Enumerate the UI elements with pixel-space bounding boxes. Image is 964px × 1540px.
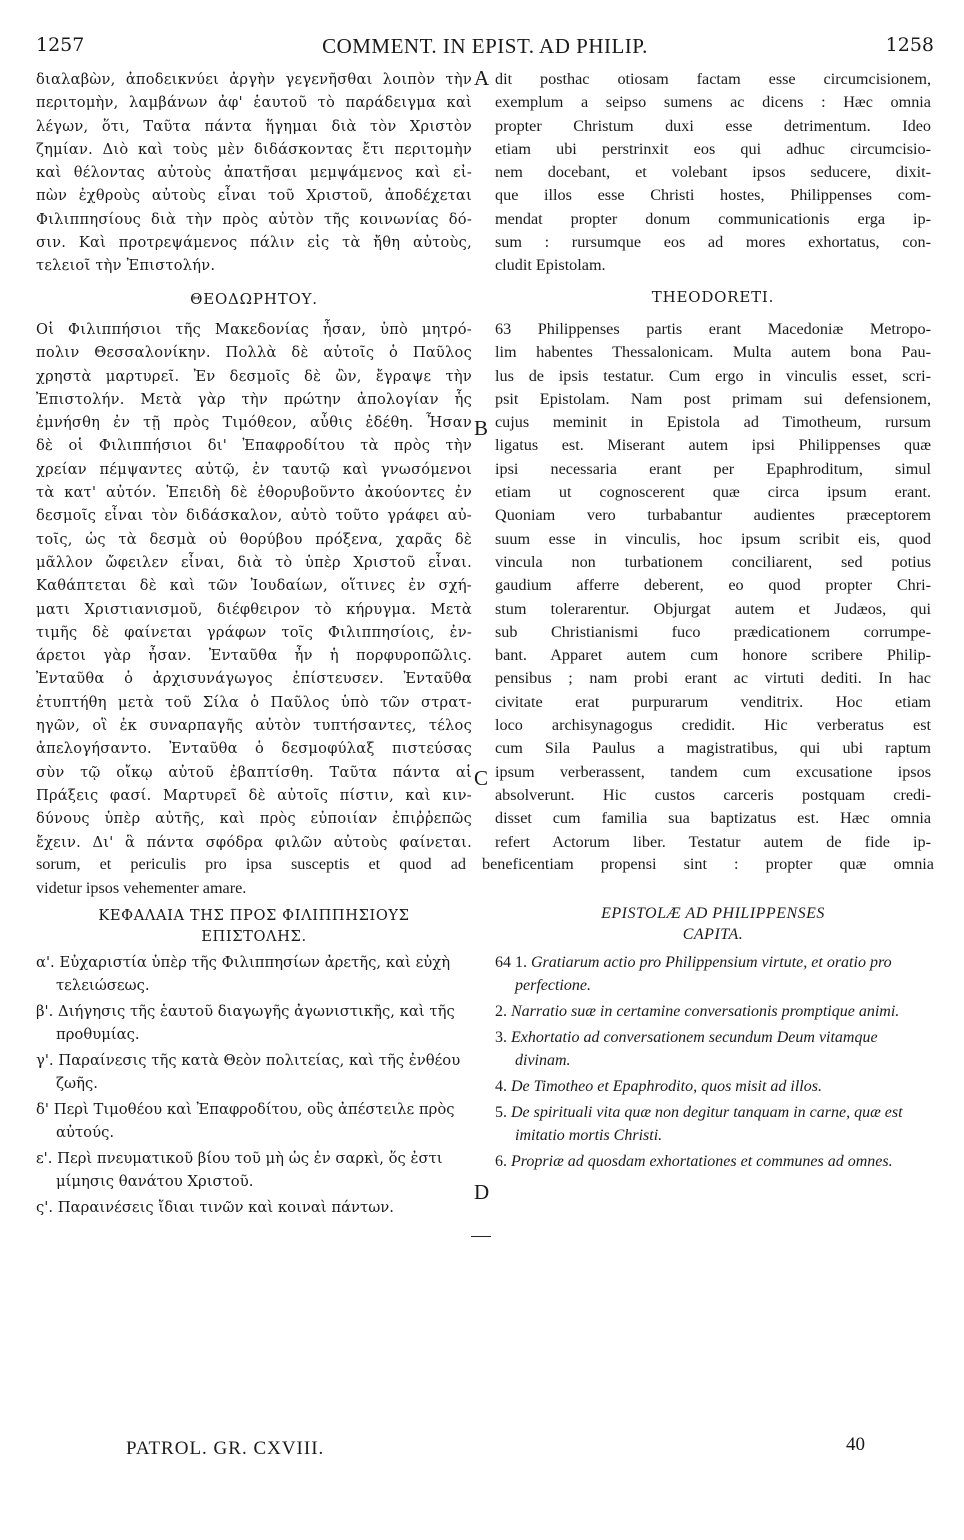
greek-text-top xyxy=(36,68,472,278)
text-line: bant. Apparet autem cum honore scribere Philip- xyxy=(495,646,931,665)
text-line: lus de ipsis testatur. Cum ergo in vinculis esset, scri- xyxy=(495,366,931,385)
text-line: 63 Philippenses partis erant Macedoniæ Metropo- xyxy=(495,320,931,338)
section-rule xyxy=(471,1236,491,1237)
latin-chapters-list xyxy=(495,951,931,1173)
text-line: propter Christum duxi esse detrimentum. Ideo xyxy=(495,116,931,135)
spanning-line-end: videtur ipsos vehementer amare. xyxy=(36,879,247,897)
latin-text-top xyxy=(495,68,931,278)
text-line: ipsi necessaria erant per Epaphroditum, simul xyxy=(495,459,931,478)
text-line: ἔχειν. Δι' ἃ πάντα σφόδρα φιλῶν αὐτοὺς φαίνεται. xyxy=(36,833,472,851)
chapter-item xyxy=(36,1000,472,1046)
text-line: τὰ κατ' αὐτόν. Ἐπειδὴ δὲ ἐθορυβοῦντο ἀκούοντες ἐν xyxy=(36,484,472,502)
chapter-text: Παραινέσεις ἴδιαι τινῶν καὶ κοιναὶ πάντων. xyxy=(57,1199,395,1216)
chapter-item xyxy=(495,1075,931,1098)
text-line: άρετοι γὰρ ἦσαν. Ἐνταῦθα ἦν ἡ πορφυροπῶλις. xyxy=(36,647,472,665)
text-line: Ἐπιστολήν. Μετὰ γὰρ τὴν πρώτην ἀπολογίαν ἧς xyxy=(36,390,472,408)
chapter-text: Περὶ Τιμοθέου καὶ Ἐπαφροδίτου, οὓς ἀπέστειλε πρὸς αὐτούς. xyxy=(53,1101,455,1141)
text-line: gaudium afferre deberent, eo quod propter Chri- xyxy=(495,576,931,595)
chapter-item xyxy=(36,951,472,997)
text-line: ipsum verberassent, tandem cum excusatione ipsos xyxy=(495,762,931,781)
chapter-item xyxy=(495,951,931,997)
chapter-item xyxy=(36,1196,472,1219)
text-line: que illos esse Christi hostes, Philippenses com- xyxy=(495,186,931,205)
chapter-number: α'. xyxy=(36,954,55,971)
text-line: etiam ut cognoscerent quæ circa ipsum erant. xyxy=(495,483,931,502)
margin-marker-d: D xyxy=(474,1180,490,1204)
text-line: σιν. Καὶ προτρεψάμενος πάλιν εἰς τὰ ἤθη αὐτοὺς, xyxy=(36,234,472,252)
text-line: nem docebant, et volebant ipsos seducere, dixit- xyxy=(495,163,931,182)
chapter-text: Narratio suæ in certamine conversationis promptique animi. xyxy=(511,1003,900,1020)
text-line: σὺν τῷ οἴκῳ αὐτοῦ ἐβαπτίσθη. Ταῦτα πάντα αἱ xyxy=(36,763,472,781)
chapter-number: 6. xyxy=(495,1153,507,1170)
column-number-right: 1258 xyxy=(885,34,934,56)
chapter-item xyxy=(36,1049,472,1095)
text-line: pensibus ; nam probi erant ac virtuti dediti. In hac xyxy=(495,669,931,688)
running-title: COMMENT. IN EPIST. AD PHILIP. xyxy=(322,34,648,58)
chapter-item xyxy=(36,1098,472,1144)
text-line: cludit Epistolam. xyxy=(495,256,606,275)
text-line: ligatus est. Miserant autem ipsi Philippenses quæ xyxy=(495,436,931,455)
text-line: cum Sila Paulus a magistratibus, qui ubi raptum xyxy=(495,739,931,758)
chapter-number: β'. xyxy=(36,1003,54,1020)
chapter-text: De spirituali vita quæ non degitur tanquam in carne, quæ est imitatio mortis Christi. xyxy=(511,1104,903,1144)
chapter-number: 5. xyxy=(495,1104,507,1121)
chapter-item xyxy=(495,1000,931,1023)
chapter-text: Παραίνεσις τῆς κατὰ Θεὸν πολιτείας, καὶ τῆς ἐνθέου ζωῆς. xyxy=(56,1052,461,1092)
chapter-number: 64 1. xyxy=(495,954,527,971)
chapter-text: Gratiarum actio pro Philippensium virtute, et oratio pro perfectione. xyxy=(515,954,892,994)
text-line: ηγῶν, οἳ ἐκ συναρπαγῆς αὐτὸν τυπτήσαντες, τέλος xyxy=(36,717,472,735)
text-line: ζημίαν. Διὸ καὶ τοὺς μὲν διδάσκοντας ἔτι περιτομὴν xyxy=(36,140,472,158)
chapter-text: Propriæ ad quosdam exhortationes et communes ad omnes. xyxy=(511,1153,893,1170)
text-line: dit posthac otiosam factam esse circumcisionem, xyxy=(495,70,931,88)
text-line: lim habentes Thessalonicam. Multa autem bona Pau- xyxy=(495,343,931,362)
text-line: etiam ubi perstrinxit eos qui adhuc circumcisio- xyxy=(495,139,931,158)
text-line: Πράξεις φασί. Μαρτυρεῖ δὲ αὐτοῖς πίστιν, καὶ κιν- xyxy=(36,786,472,804)
text-line: ἀπελογήσαντο. Ἐνταῦθα ὁ δεσμοφύλαξ πιστεύσας xyxy=(36,740,472,758)
text-line: suum esse in vinculis, hoc ipsum scribit eis, quod xyxy=(495,529,931,548)
chapter-number: 4. xyxy=(495,1078,507,1095)
text-line: περιτομὴν, λαμβάνων ἀφ' ἑαυτοῦ τὸ παράδειγμα καὶ xyxy=(36,94,472,112)
greek-chapters-heading xyxy=(36,905,472,947)
text-line: vincula non turbationem conciliarent, sed potius xyxy=(495,552,931,571)
chapter-text: Περὶ πνευματικοῦ βίου τοῦ μὴ ὡς ἐν σαρκὶ, ὅς ἐστι μίμησις θανάτου Χριστοῦ. xyxy=(56,1150,443,1190)
text-line: τιμῆς δὲ φαίνεται γράφων τοῖς Φιλιππησίοις, ἐν- xyxy=(36,623,472,641)
text-line: sum : rursumque eos ad mores exhortatus, con- xyxy=(495,233,931,252)
footer-volume: PATROL. GR. CXVIII. xyxy=(126,1438,325,1459)
text-line: stum tolerarentur. Objurgat autem et Judæos, qui xyxy=(495,599,931,618)
text-line: τοῖς, ὡς τὰ δεσμὰ οὐ θορύβου πρόξενα, χαρᾶς δὲ xyxy=(36,530,472,548)
text-line: πολιν Θεσσαλονίκην. Πολλὰ δὲ αὐτοῖς ὁ Παῦλος xyxy=(36,344,472,362)
greek-chapters-heading-line: ΕΠΙΣΤΟΛΗΣ. xyxy=(201,928,307,945)
margin-marker-b: B xyxy=(474,416,489,440)
chapter-number: 3. xyxy=(495,1029,507,1046)
text-line: τελειοῖ τὴν Ἐπιστολήν. xyxy=(36,257,216,275)
latin-chapters-heading-line: EPISTOLÆ AD PHILIPPENSES xyxy=(601,905,825,922)
latin-text-main xyxy=(495,318,931,854)
text-line: psit Epistolam. Nam post primam sui defensionem, xyxy=(495,389,931,408)
chapter-number: ε'. xyxy=(36,1150,53,1167)
text-line: λέγων, ὅτι, Ταῦτα πάντα ἥγημαι διὰ τὸν Χριστὸν xyxy=(36,117,472,135)
text-line: ἐμνήσθη ἐν τῇ πρὸς Τιμόθεον, αὖθις ἐδέθη. Ἦσαν xyxy=(36,414,472,432)
text-line: Καθάπτεται δὲ καὶ τῶν Ἰουδαίων, οἵτινες ἐν σχή- xyxy=(36,577,472,595)
spanning-line-left: sorum, et periculis pro ipsa susceptis et quod ad xyxy=(36,855,466,873)
chapter-number: 2. xyxy=(495,1003,507,1020)
text-line: δύνους ὑπὲρ αὐτῆς, καὶ πρὸς εὐποιίαν ἐπιῤῥεπῶς xyxy=(36,810,472,828)
chapter-number: γ'. xyxy=(36,1052,54,1069)
text-line: ἐτυπτήθη μετὰ τοῦ Σίλα ὁ Παῦλος ὑπὸ τῶν στρατ- xyxy=(36,693,472,711)
text-line: civitate erat purpurarum venditrix. Hoc etiam xyxy=(495,692,931,711)
margin-marker-c: C xyxy=(474,766,489,790)
spanning-line-right: beneficentiam propensi sint : propter quæ omnia xyxy=(482,855,934,873)
footer-signature-number: 40 xyxy=(846,1434,865,1455)
text-line: disset cum familia sua baptizatus est. Hæc omnia xyxy=(495,809,931,828)
chapter-item xyxy=(495,1101,931,1147)
text-line: cujus meminit in Epistola ad Timotheum, rursum xyxy=(495,413,931,432)
chapter-item xyxy=(36,1147,472,1193)
margin-marker-a: A xyxy=(474,66,490,90)
text-line: χρηστὰ μαρτυρεῖ. Ἐν δεσμοῖς δὲ ὢν, ἔγραψε τὴν xyxy=(36,367,472,385)
text-line: χρείαν πέμψαντες αὐτῷ, ἐν ταυτῷ καὶ γνωσόμενοι xyxy=(36,460,472,478)
running-header xyxy=(36,34,934,62)
text-line: δεσμοῖς εἶναι τὸν διδάσκαλον, αὐτὸ τοῦτο γράφει αὐ- xyxy=(36,507,472,525)
greek-chapters-heading-line: ΚΕΦΑΛΑΙΑ ΤΗΣ ΠΡΟΣ ΦΙΛΙΠΠΗΣΙΟΥΣ xyxy=(98,907,410,924)
text-line: mendat propter donum communicationis erga ip- xyxy=(495,209,931,228)
greek-chapters-list xyxy=(36,951,472,1219)
text-line: Quoniam vero turbabantur audientes præceptorem xyxy=(495,506,931,525)
chapter-text: Διήγησις τῆς ἑαυτοῦ διαγωγῆς ἀγωνιστικῆς, καὶ τῆς προθυμίας. xyxy=(56,1003,455,1043)
text-line: πὼν ἐχθροὺς αὐτοὺς εἶναι τοῦ Χριστοῦ, ἀποδέχεται xyxy=(36,187,472,205)
chapter-text: Exhortatio ad conversationem secundum Deum vitamque divinam. xyxy=(511,1029,878,1069)
text-line: μᾶλλον ὤφειλεν εἶναι, διὰ τὸ ὑπὲρ Χριστοῦ εἶναι. xyxy=(36,553,472,571)
text-line: δὲ οἱ Φιλιππήσιοι δι' Ἐπαφροδίτου τὰ πρὸς τὴν xyxy=(36,437,472,455)
text-line: loco archisynagogus credidit. Hic verberatus est xyxy=(495,716,931,735)
text-line: Φιλιππησίους διὰ τὴν πρὸς αὐτὸν τῆς κοινωνίας δό- xyxy=(36,210,472,228)
text-line: Ἐνταῦθα ὁ ἀρχισυνάγωγος ἐπίστευσεν. Ἐνταῦθα xyxy=(36,670,472,688)
chapter-text: Εὐχαριστία ὑπὲρ τῆς Φιλιππησίων ἀρετῆς, καὶ εὐχὴ τελειώσεως. xyxy=(56,954,451,994)
text-line: Οἱ Φιλιππήσιοι τῆς Μακεδονίας ἦσαν, ὑπὸ μητρό- xyxy=(36,321,472,338)
spanning-line xyxy=(36,853,934,876)
column-number-left: 1257 xyxy=(36,34,85,56)
text-line: καὶ θέλοντας αὐτοὺς ἀπατῆσαι μεμψάμενος καὶ εἰ- xyxy=(36,164,472,182)
text-line: ματι Χριστιανισμοῦ, διέφθειρον τὸ κήρυγμα. Μετὰ xyxy=(36,600,472,618)
chapter-item xyxy=(495,1026,931,1072)
greek-section-heading: ΘΕΟΔΩΡΗΤΟΥ. xyxy=(190,290,318,308)
latin-chapters-heading xyxy=(495,903,931,945)
latin-chapters-heading-line: CAPITA. xyxy=(682,926,744,943)
text-line: exemplum a seipso sumens ac dicens : Hæc omnia xyxy=(495,93,931,112)
chapter-number: δ' xyxy=(36,1101,49,1118)
latin-section-heading: THEODORETI. xyxy=(651,288,775,306)
text-line: refert Actorum liber. Testatur autem de fide ip- xyxy=(495,832,931,851)
chapter-number: ς'. xyxy=(36,1199,54,1216)
text-line: absolverunt. Hic custos carceris postquam credi- xyxy=(495,785,931,804)
greek-text-main xyxy=(36,318,472,854)
chapter-item xyxy=(495,1150,931,1173)
text-line: διαλαβὼν, ἀποδεικνύει ἀργὴν γεγενῆσθαι λοιπὸν τὴν xyxy=(36,71,472,88)
text-line: sub Christianismi fuco prædicationem corrumpe- xyxy=(495,622,931,641)
chapter-text: De Timotheo et Epaphrodito, quos misit ad illos. xyxy=(511,1078,822,1095)
